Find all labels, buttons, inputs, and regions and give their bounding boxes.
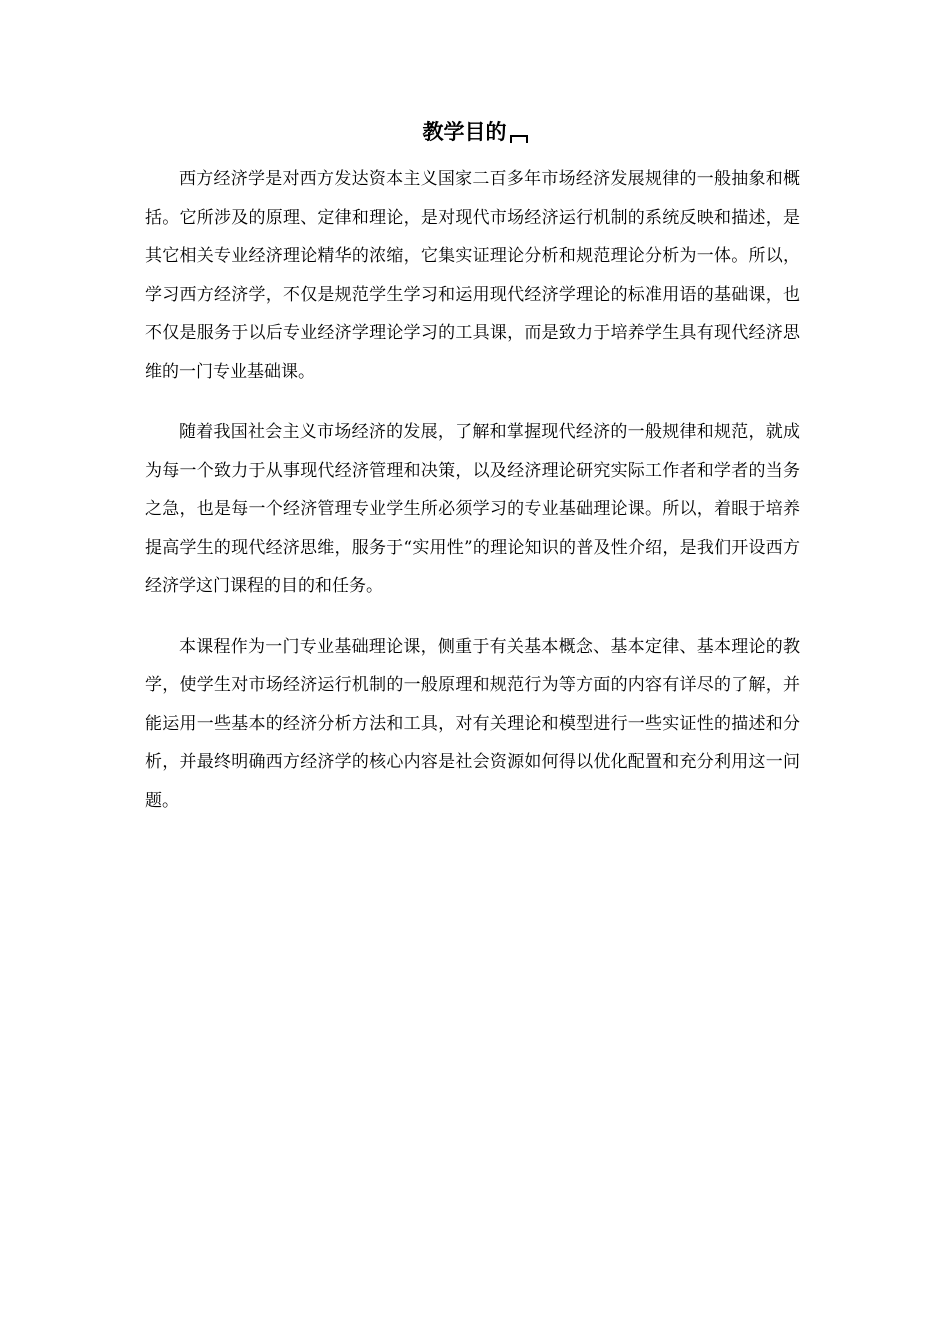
page-title bbox=[0, 116, 950, 148]
title-bracket-mark bbox=[510, 135, 528, 143]
paragraph-1: 西方经济学是对西方发达资本主义国家二百多年市场经济发展规律的一般抽象和概括。它所涉及的原理、定律和理论，是对现代市场经济运行机制的系统反映和描述，是其它相关专业经济理论精华的浓缩，它集实证理论分析和规范理论分析为一体。所以，学习西方经济学，不仅是规范学生学习和运用现代经济学理论的标准用语的基础课，也不仅是服务于以后专业经济学理论学习的工具课，而是致力于培养学生具有现代经济思维的一门专业基础课。 bbox=[145, 169, 800, 382]
paragraph-2: 随着我国社会主义市场经济的发展，了解和掌握现代经济的一般规律和规范，就成为每一个致力于从事现代经济管理和决策，以及经济理论研究实际工作者和学者的当务之急，也是每一个经济管理专业学生所必须学习的专业基础理论课。所以，着眼于培养提高学生的现代经济思维，服务于“实用性”的理论知识的普及性介绍，是我们开设西方经济学这门课程的目的和任务。 bbox=[145, 422, 800, 596]
page-title-text: 教学目的 bbox=[422, 120, 507, 144]
document-body bbox=[145, 160, 800, 842]
paragraph-3: 本课程作为一门专业基础理论课，侧重于有关基本概念、基本定律、基本理论的教学，使学生对市场经济运行机制的一般原理和规范行为等方面的内容有详尽的了解，并能运用一些基本的经济分析方法和工具，对有关理论和模型进行一些实证性的描述和分析，并最终明确西方经济学的核心内容是社会资源如何得以优化配置和充分利用这一问题。 bbox=[145, 636, 800, 811]
